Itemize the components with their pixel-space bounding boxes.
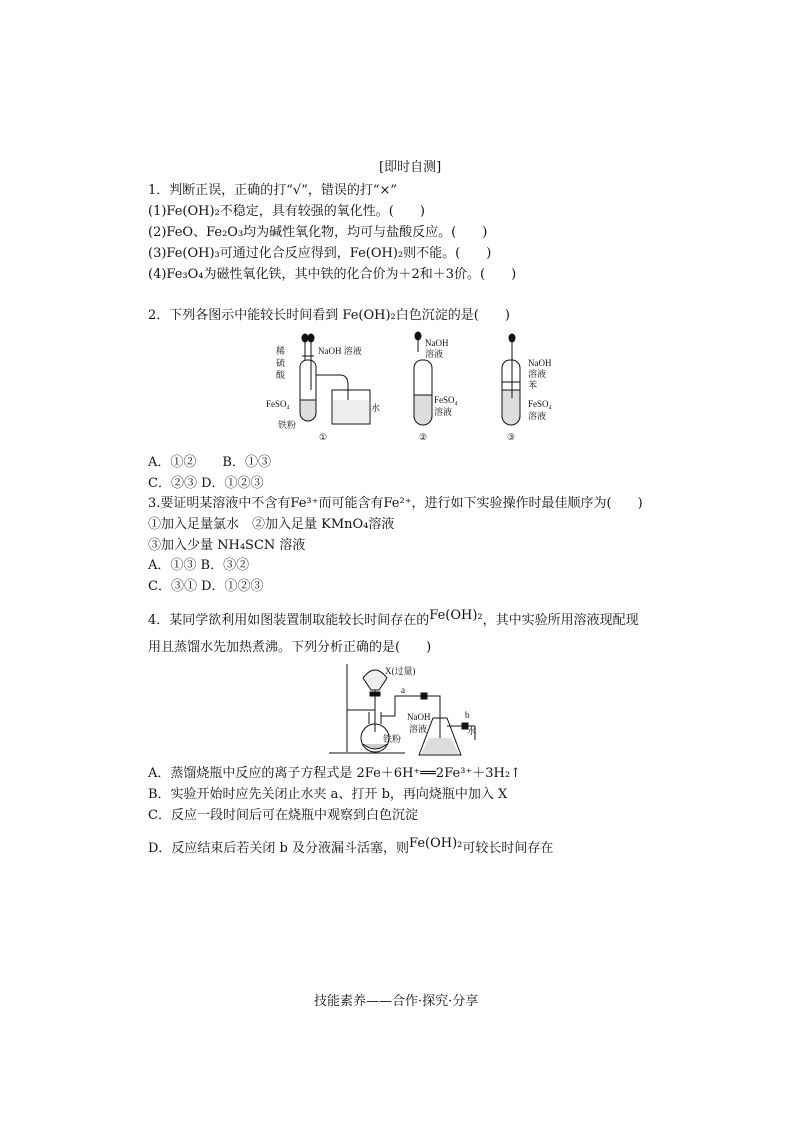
q4-option-a: A．蒸馏烧瓶中反应的离子方程式是 2Fe＋6H⁺══2Fe³⁺＋3H₂↑ [148,766,521,781]
q1-item-1: (1)Fe(OH)₂不稳定，具有较强的氧化性。( ) [148,204,425,219]
q3-stem: 3.要证明某溶液中不含有Fe³⁺而可能含有Fe²⁺，进行如下实验操作时最佳顺序为( ) [148,496,643,511]
apparatus-3 [502,334,520,425]
label-dilute: 稀 [276,346,286,356]
q3-line-3: ③加入少量 NH₄SCN 溶液 [148,538,306,553]
q4-option-d-formula: Fe(OH)₂ [409,836,463,851]
q4-option-d-b: 可较长时间存在 [462,841,554,856]
q3-option-ab: A．①③ B．③② [148,558,250,573]
label-naoh-3b: 溶液 [528,369,547,379]
footer-title: 技能素养——合作·探究·分享 [314,994,479,1009]
number-2: ② [419,432,428,442]
q2-stem: 2．下列各图示中能较长时间看到 Fe(OH)₂白色沉淀的是( ) [148,308,510,323]
q4-stem-a: 4．某同学欲利用如图装置制取能较长时间存在的 [148,613,430,628]
q2-figure [262,330,572,445]
label-a: a [401,685,405,695]
label-water: 水 [467,726,477,736]
q1-item-2: (2)FeO、Fe₂O₃均为碱性氧化物，均可与盐酸反应。( ) [148,225,488,240]
q2-option-ab: A．①② B．①③ [148,455,271,470]
q4-formula: Fe(OH)₂ [429,608,483,623]
q4-stem-b: ，其中实验所用溶液现配现 [482,613,639,628]
q4-option-c: C．反应一段时间后可在烧瓶中观察到白色沉淀 [148,808,418,823]
label-naoh-2b: 溶液 [425,349,444,359]
q4-option-d [148,836,554,857]
label-sulfuric: 硫 [276,358,286,368]
label-solution: 溶液 [409,724,428,734]
label-naoh-3a: NaOH [528,358,552,368]
label-naoh: NaOH [407,712,431,722]
label-acid: 酸 [276,370,286,380]
number-3: ③ [507,432,516,442]
q4-option-b: B．实验开始时应先关闭止水夹 a、打开 b，再向烧瓶中加入 X [148,787,508,802]
number-1: ① [319,432,328,442]
label-iron-1: 铁粉 [278,420,297,430]
q2-option-cd: C．②③ D．①②③ [148,476,264,491]
label-b: b [465,710,470,720]
label-benzene: 苯 [528,380,538,390]
label-water-1: 水 [371,403,381,413]
q1-stem: 1．判断正误，正确的打“√”，错误的打“×” [148,183,398,198]
label-feso4-2a: FeSO₄ [434,395,458,405]
q4-stem-line-1 [148,608,639,629]
label-feso4-1: FeSO₄ [266,399,290,409]
label-iron-powder: 铁粉 [383,734,402,744]
label-naoh-2a: NaOH [425,338,449,348]
q1-item-3: (3)Fe(OH)₃可通过化合反应得到，Fe(OH)₂则不能。( ) [148,246,492,261]
label-x: X(过量) [385,666,416,676]
q4-figure [325,660,495,760]
section-heading: [即时自测] [379,160,442,175]
q1-item-4: (4)Fe₃O₄为磁性氧化铁，其中铁的化合价为＋2和＋3价。( ) [148,267,517,282]
label-feso4-3a: FeSO₄ [528,399,552,409]
q3-line-2: ①加入足量氯水 ②加入足量 KMnO₄溶液 [148,517,395,532]
q4-stem-line-2: 用且蒸馏水先加热煮沸。下列分析正确的是( ) [148,640,432,655]
q4-option-d-a: D．反应结束后若关闭 b 及分液漏斗活塞，则 [148,841,410,856]
label-feso4-2b: 溶液 [434,407,453,417]
q3-option-cd: C．③① D．①②③ [148,579,264,594]
label-feso4-3b: 溶液 [528,411,547,421]
label-naoh-1: NaOH 溶液 [318,346,362,356]
